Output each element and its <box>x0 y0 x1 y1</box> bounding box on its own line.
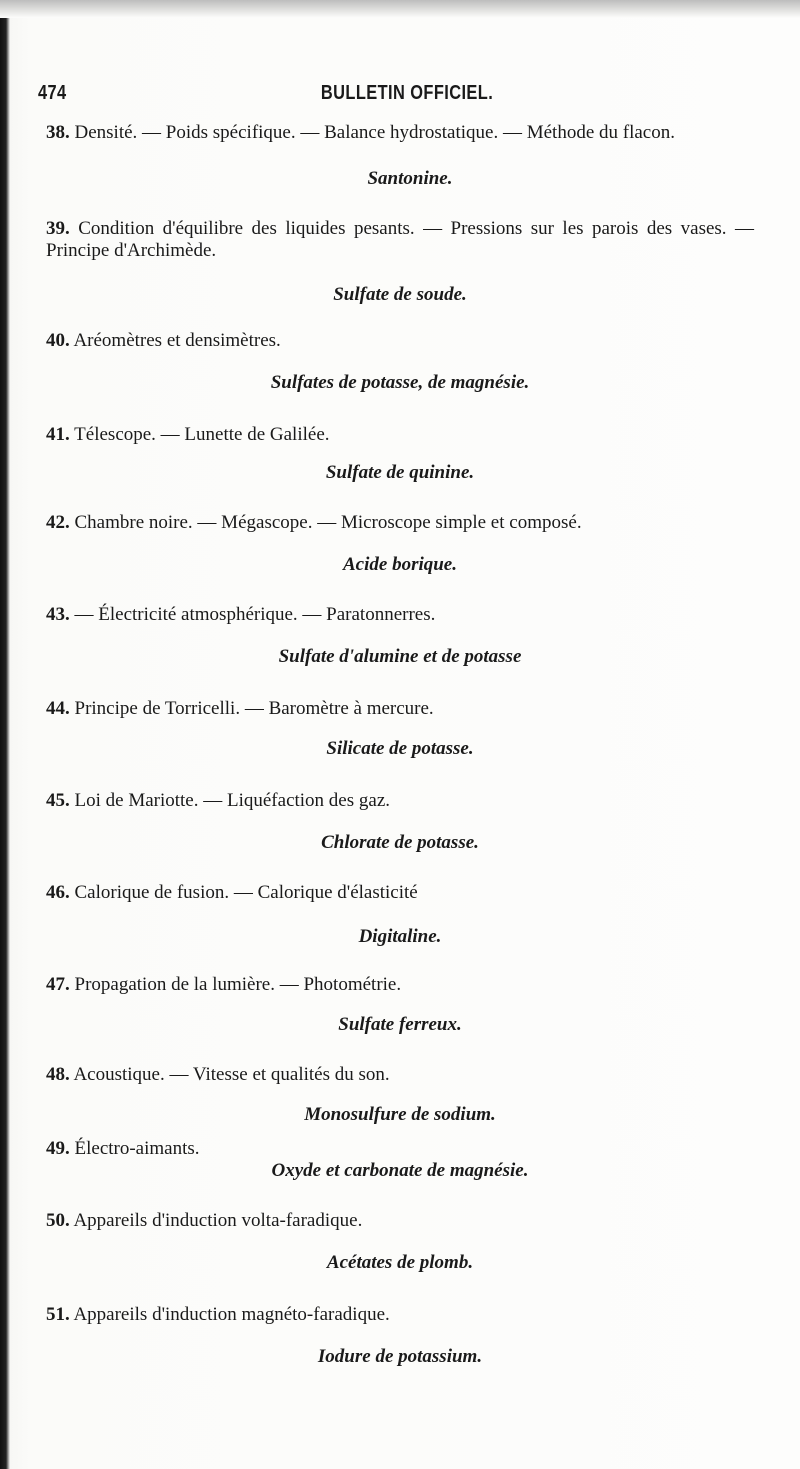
substance-38: Santonine. <box>367 168 453 189</box>
entry-number: 51. <box>46 1304 70 1325</box>
page-top-shadow <box>0 0 800 18</box>
entry-text: — Électricité atmosphérique. — Paratonnerres. <box>74 604 436 625</box>
entry-number: 45. <box>46 790 70 811</box>
substance-43: Sulfate d'alumine et de potasse <box>278 646 522 667</box>
entry-44 <box>46 698 754 720</box>
substance-39: Sulfate de soude. <box>333 284 467 305</box>
entry-47 <box>46 974 754 996</box>
entry-48 <box>46 1064 754 1086</box>
entry-text: Densité. — Poids spécifique. — Balance hydrostatique. — Méthode du flacon. <box>74 122 675 143</box>
entry-43 <box>46 604 754 626</box>
entry-text: Électro-aimants. <box>74 1138 200 1159</box>
entry-text: Calorique de fusion. — Calorique d'élasticité <box>74 882 418 903</box>
entry-number: 39. <box>46 218 70 239</box>
entry-text: Acoustique. — Vitesse et qualités du son. <box>73 1064 390 1085</box>
entry-number: 48. <box>46 1064 70 1085</box>
entry-39 <box>46 218 754 262</box>
entry-text: Principe de Torricelli. — Baromètre à mercure. <box>74 698 434 719</box>
substance-50: Acétates de plomb. <box>326 1252 474 1273</box>
entry-text: Condition d'équilibre des liquides pesants. — Pressions sur les parois des vases. — Principe d'Archimède. <box>46 218 754 261</box>
entry-text: Propagation de la lumière. — Photométrie. <box>74 974 402 995</box>
entry-number: 47. <box>46 974 70 995</box>
entry-40 <box>46 330 754 352</box>
entry-text: Appareils d'induction magnéto-faradique. <box>73 1304 390 1325</box>
entry-number: 49. <box>46 1138 70 1159</box>
page-number: 474 <box>38 82 67 104</box>
substance-44: Silicate de potasse. <box>326 738 474 759</box>
entry-number: 46. <box>46 882 70 903</box>
entry-number: 43. <box>46 604 70 625</box>
substance-45: Chlorate de potasse. <box>321 832 479 853</box>
substance-42: Acide borique. <box>343 554 457 575</box>
substance-47: Sulfate ferreux. <box>338 1014 462 1035</box>
substance-40: Sulfates de potasse, de magnésie. <box>270 372 530 393</box>
entry-text: Loi de Mariotte. — Liquéfaction des gaz. <box>74 790 391 811</box>
entry-number: 40. <box>46 330 70 351</box>
page-title: BULLETIN OFFICIEL. <box>320 82 494 104</box>
substance-46: Digitaline. <box>358 926 442 947</box>
entry-45 <box>46 790 754 812</box>
entry-text: Télescope. — Lunette de Galilée. <box>74 424 330 445</box>
entry-50 <box>46 1210 754 1232</box>
substance-41: Sulfate de quinine. <box>325 462 475 483</box>
entry-text: Chambre noire. — Mégascope. — Microscope simple et composé. <box>74 512 582 533</box>
entry-42 <box>46 512 754 534</box>
entry-number: 38. <box>46 122 70 143</box>
substance-48: Monosulfure de sodium. <box>304 1104 496 1125</box>
substance-49: Oxyde et carbonate de magnésie. <box>271 1160 529 1181</box>
running-header <box>38 82 627 108</box>
entry-41 <box>46 424 754 446</box>
entry-number: 50. <box>46 1210 70 1231</box>
entry-number: 42. <box>46 512 70 533</box>
entry-text: Aréomètres et densimètres. <box>73 330 281 351</box>
entry-51 <box>46 1304 754 1326</box>
entry-number: 44. <box>46 698 70 719</box>
entry-text: Appareils d'induction volta-faradique. <box>73 1210 363 1231</box>
entry-46 <box>46 882 754 904</box>
substance-51: Iodure de potassium. <box>317 1346 483 1367</box>
entry-number: 41. <box>46 424 70 445</box>
entry-38 <box>46 122 754 144</box>
entry-49 <box>46 1138 754 1160</box>
